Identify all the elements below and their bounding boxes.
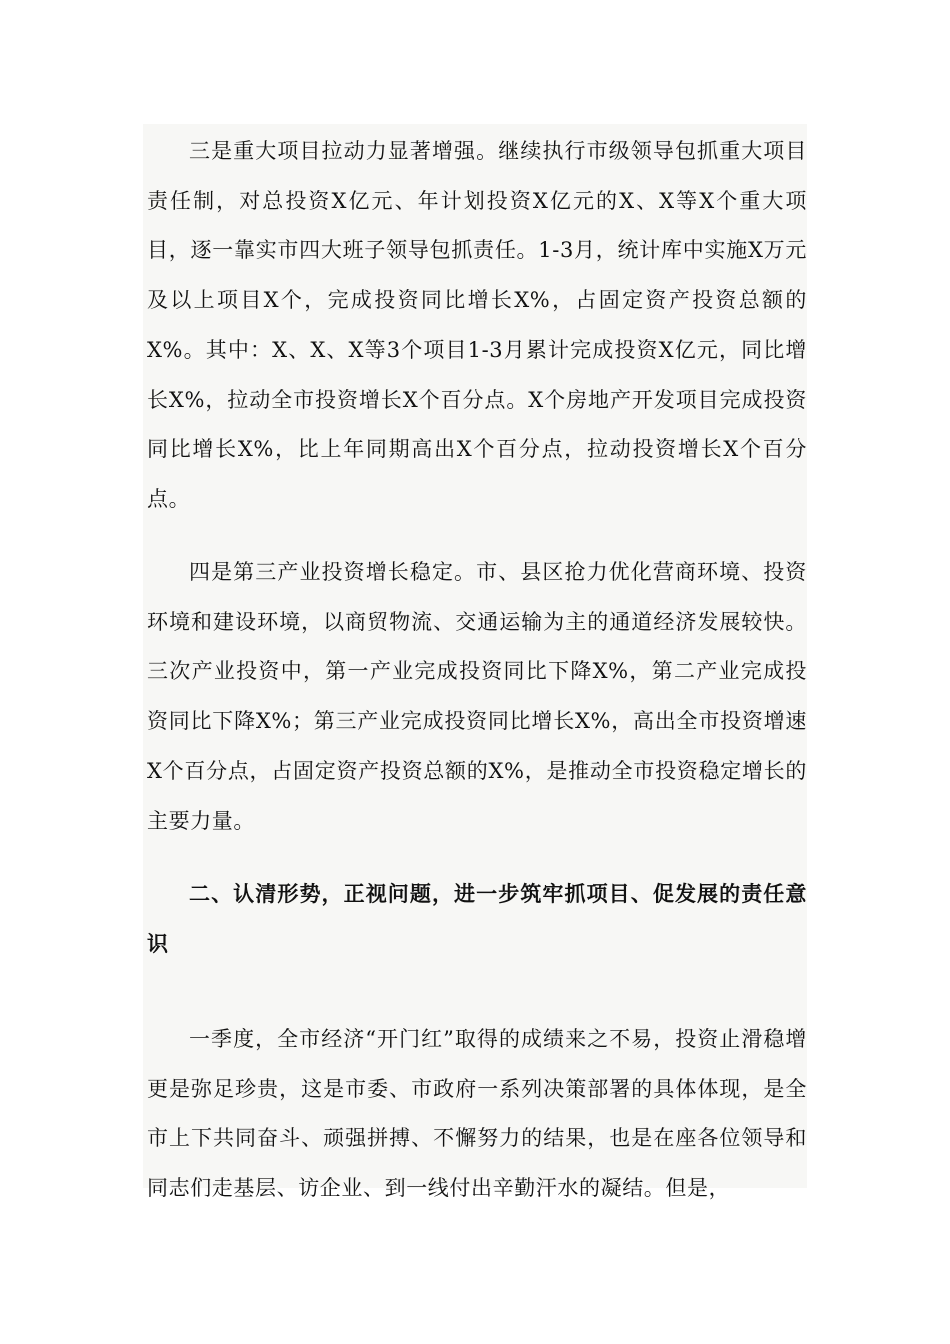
- paragraph-first-quarter: 一季度，全市经济“开门红”取得的成绩来之不易，投资止滑稳增更是弥足珍贵，这是市委、市政府一系列决策部署的具体体现，是全市上下共同奋斗、顽强拼搏、不懈努力的结果，也是在座各位领导和同志们走基层、访企业、到一线付出辛勤汗水的凝结。但是，: [147, 1027, 807, 1201]
- paragraph-tertiary-industry: 四是第三产业投资增长稳定。市、县区抢力优化营商环境、投资环境和建设环境，以商贸物流、交通运输为主的通道经济发展较快。三次产业投资中，第一产业完成投资同比下降X%，第二产业完成投资同比下降X%；第三产业完成投资同比增长X%，高出全市投资增速X个百分点，占固定资产投资总额的X%，是推动全市投资稳定增长的主要力量。: [147, 560, 807, 833]
- paragraph-major-projects: 三是重大项目拉动力显著增强。继续执行市级领导包抓重大项目责任制，对总投资X亿元、年计划投资X亿元的X、X等X个重大项目，逐一靠实市四大班子领导包抓责任。1-3月，统计库中实施X万元及以上项目X个，完成投资同比增长X%，占固定资产投资总额的X%。其中：X、X、X等3个项目1-3月累计完成投资X亿元，同比增长X%，拉动全市投资增长X个百分点。X个房地产开发项目完成投资同比增长X%，比上年同期高出X个百分点，拉动投资增长X个百分点。: [147, 139, 807, 511]
- section-heading: 二、认清形势，正视问题，进一步筑牢抓项目、促发展的责任意识: [147, 881, 807, 956]
